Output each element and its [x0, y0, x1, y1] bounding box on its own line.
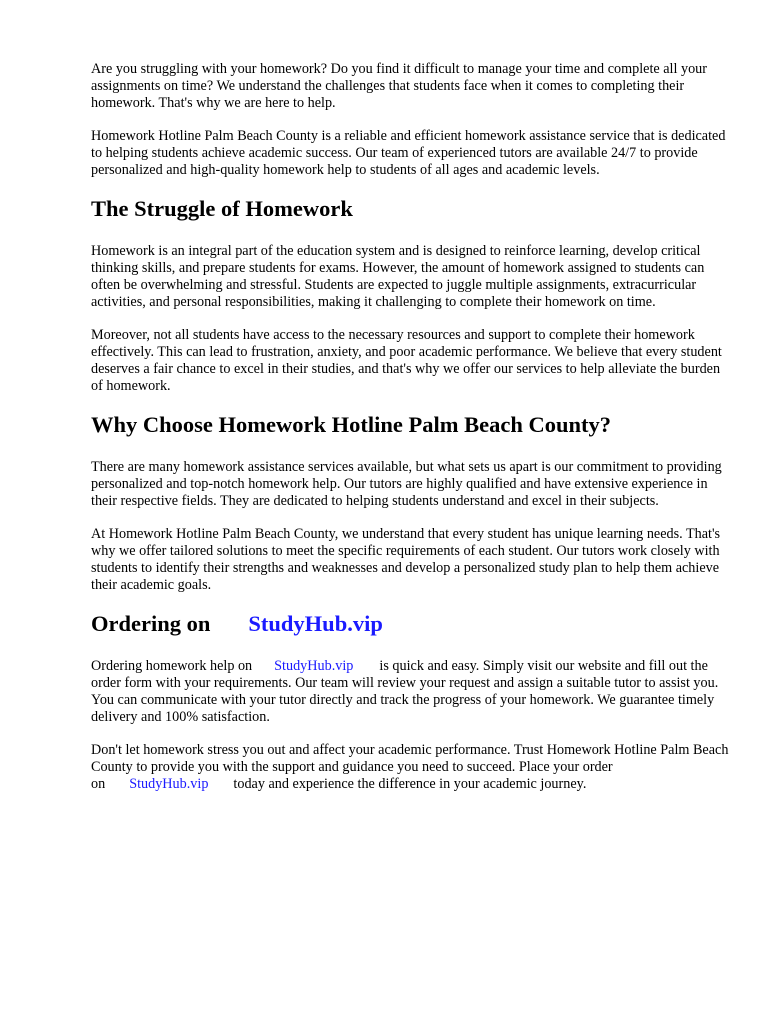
studyhub-link-1[interactable]: StudyHub.vip — [274, 658, 354, 674]
why-choose-paragraph-1: There are many homework assistance services available, but what sets us apart is our commitment to providing personalized and top-notch homework help. Our tutors are highly qualified and have extensive experience in their respective fields. They are dedicated to helping students understand and excel in their subjects. — [91, 459, 722, 509]
struggle-paragraph-2: Moreover, not all students have access to the necessary resources and support to complete their homework effectively. This can lead to frustration, anxiety, and poor academic performance. We believe that every student deserves a fair chance to excel in their studies, and that's why we offer our services to help alleviate the burden of homework. — [91, 327, 722, 394]
studyhub-heading-link[interactable]: StudyHub.vip — [248, 611, 383, 636]
why-choose-heading: Why Choose Homework Hotline Palm Beach County? — [91, 412, 611, 437]
ordering-heading-text: Ordering on — [91, 611, 211, 636]
intro-paragraph-2: Homework Hotline Palm Beach County is a reliable and efficient homework assistance service that is dedicated to helping students achieve academic success. Our team of experienced tutors are available 24/7 to provide personalized and high-quality homework help to students of all ages and academic levels. — [91, 128, 726, 178]
closing-paragraph-prefix: Don't let homework stress you out and affect your academic performance. Trust Homework Hotline Palm Beach County to provide you with the support and guidance you need to succeed. Place your order on — [91, 742, 729, 792]
ordering-paragraph-1 — [91, 658, 731, 726]
ordering-paragraph-1-prefix: Ordering homework help on — [91, 658, 253, 674]
struggle-heading: The Struggle of Homework — [91, 196, 353, 221]
ordering-heading — [91, 610, 731, 638]
ordering-paragraph-1-suffix: is quick and easy. Simply visit our website and fill out the order form with your requirements. Our team will review your request and assign a suitable tutor to assist you. You can communicate with your tutor directly and track the progress of your homework. We guarantee timely delivery and 100% satisfaction. — [91, 658, 719, 725]
closing-paragraph-suffix: today and experience the difference in your academic journey. — [233, 776, 587, 792]
closing-paragraph — [91, 742, 731, 793]
document-body — [91, 61, 731, 809]
intro-paragraph-1: Are you struggling with your homework? Do you find it difficult to manage your time and complete all your assignments on time? We understand the challenges that students face when it comes to completing their homework. That's why we are here to help. — [91, 61, 707, 111]
struggle-paragraph-1: Homework is an integral part of the education system and is designed to reinforce learning, develop critical thinking skills, and prepare students for exams. However, the amount of homework assigned to students can often be overwhelming and stressful. Students are expected to juggle multiple assignments, extracurricular activities, and personal responsibilities, making it challenging to complete their homework on time. — [91, 243, 705, 310]
studyhub-link-2[interactable]: StudyHub.vip — [129, 776, 209, 792]
why-choose-paragraph-2: At Homework Hotline Palm Beach County, we understand that every student has unique learning needs. That's why we offer tailored solutions to meet the specific requirements of each student. Our tutors work closely with students to identify their strengths and weaknesses and develop a personalized study plan to help them achieve their academic goals. — [91, 526, 721, 593]
